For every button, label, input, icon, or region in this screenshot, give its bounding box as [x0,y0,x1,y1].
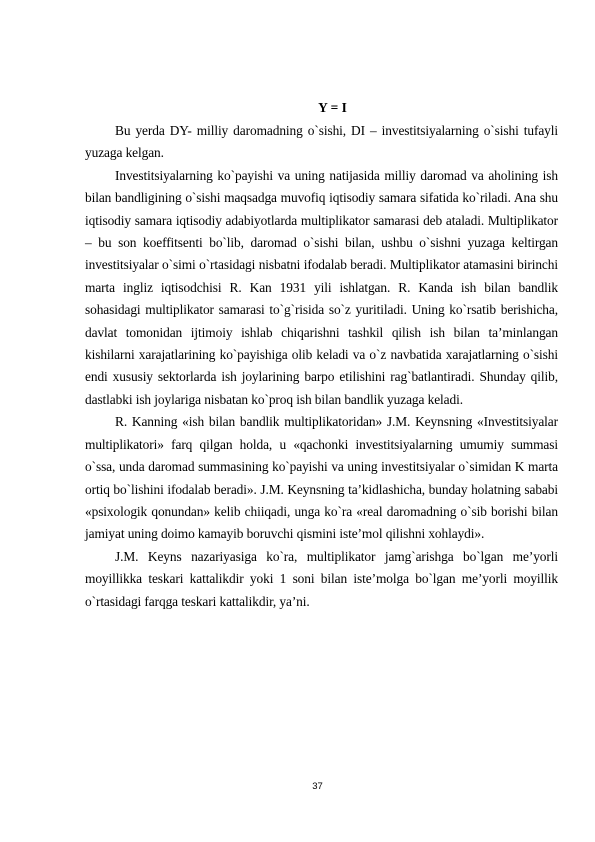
page-number: 37 [312,781,323,792]
paragraph-definition: Bu yerda DY- milliy daromadning o`sishi, DI – investitsiyalarning o`sishi tufayli yuzaga kelgan. [85,123,558,161]
paragraph-keynes-multiplier: R. Kanning «ish bilan bandlik multiplikatoridan» J.M. Keynsning «Investitsiyalar multiplikatori» farq qilgan holda, u «qachonki investitsiyalarning umumiy summasi o`ssa, unda daromad summasining ko`payishi va uning investitsiyalar o`simidan K marta ortiq bo`lishini ifodalab beradi». J.M. Keynsning ta’kidlashicha, bunday holatning sababi «psixologik qonundan» kelib chiiqadi, unga ko`ra «real daromadning o`sib borishi bilan jamiyat uning doimo kamayib boruvchi qismini iste’mol qilishni xohlaydi». [85,414,558,542]
formula-heading: Y = I [318,100,347,115]
document-page [85,98,558,613]
paragraph-keynes-theory: J.M. Keyns nazariyasiga ko`ra, multiplikator jamg`arishga bo`lgan me’yorli moyillikka teskari kattalikdir yoki 1 soni bilan iste’molga bo`lgan me’yorli moyillik o`rtasidagi farqga teskari kattalikdir, ya’ni. [85,548,558,609]
paragraph-multiplier-effect: Investitsiyalarning ko`payishi va uning natijasida milliy daromad va aholining ish bilan bandligining o`sishi maqsadga muvofiq iqtisodiy samara sifatida ko`riladi. Ana shu iqtisodiy samara iqtisodiy adabiyotlarda multiplikator samarasi deb ataladi. Multiplikator – bu son koeffitsenti bo`lib, daromad o`sishi bilan, ushbu o`sishni yuzaga keltirgan investitsiyalar o`simi o`rtasidagi nisbatni ifodalab beradi. Multiplikator atamasini birinchi marta ingliz iqtisodchisi R. Kan 1931 yili ishlatgan. R. Kanda ish bilan bandlik sohasidagi multiplikator samarasi to`g`risida so`z yuritiladi. Uning ko`rsatib berishicha, davlat tomonidan ijtimoiy ishlab chiqarishni tashkil qilish ish bilan ta’minlangan kishilarni xarajatlarining ko`payishiga olib keladi va o`z navbatida xarajatlarning o`sishi endi xususiy sektorlarda ish joylarining barpo etilishini rag`batlantiradi. Shunday qilib, dastlabki ish joylariga nisbatan ko`proq ish bilan bandlik yuzaga keladi. [85,167,558,407]
